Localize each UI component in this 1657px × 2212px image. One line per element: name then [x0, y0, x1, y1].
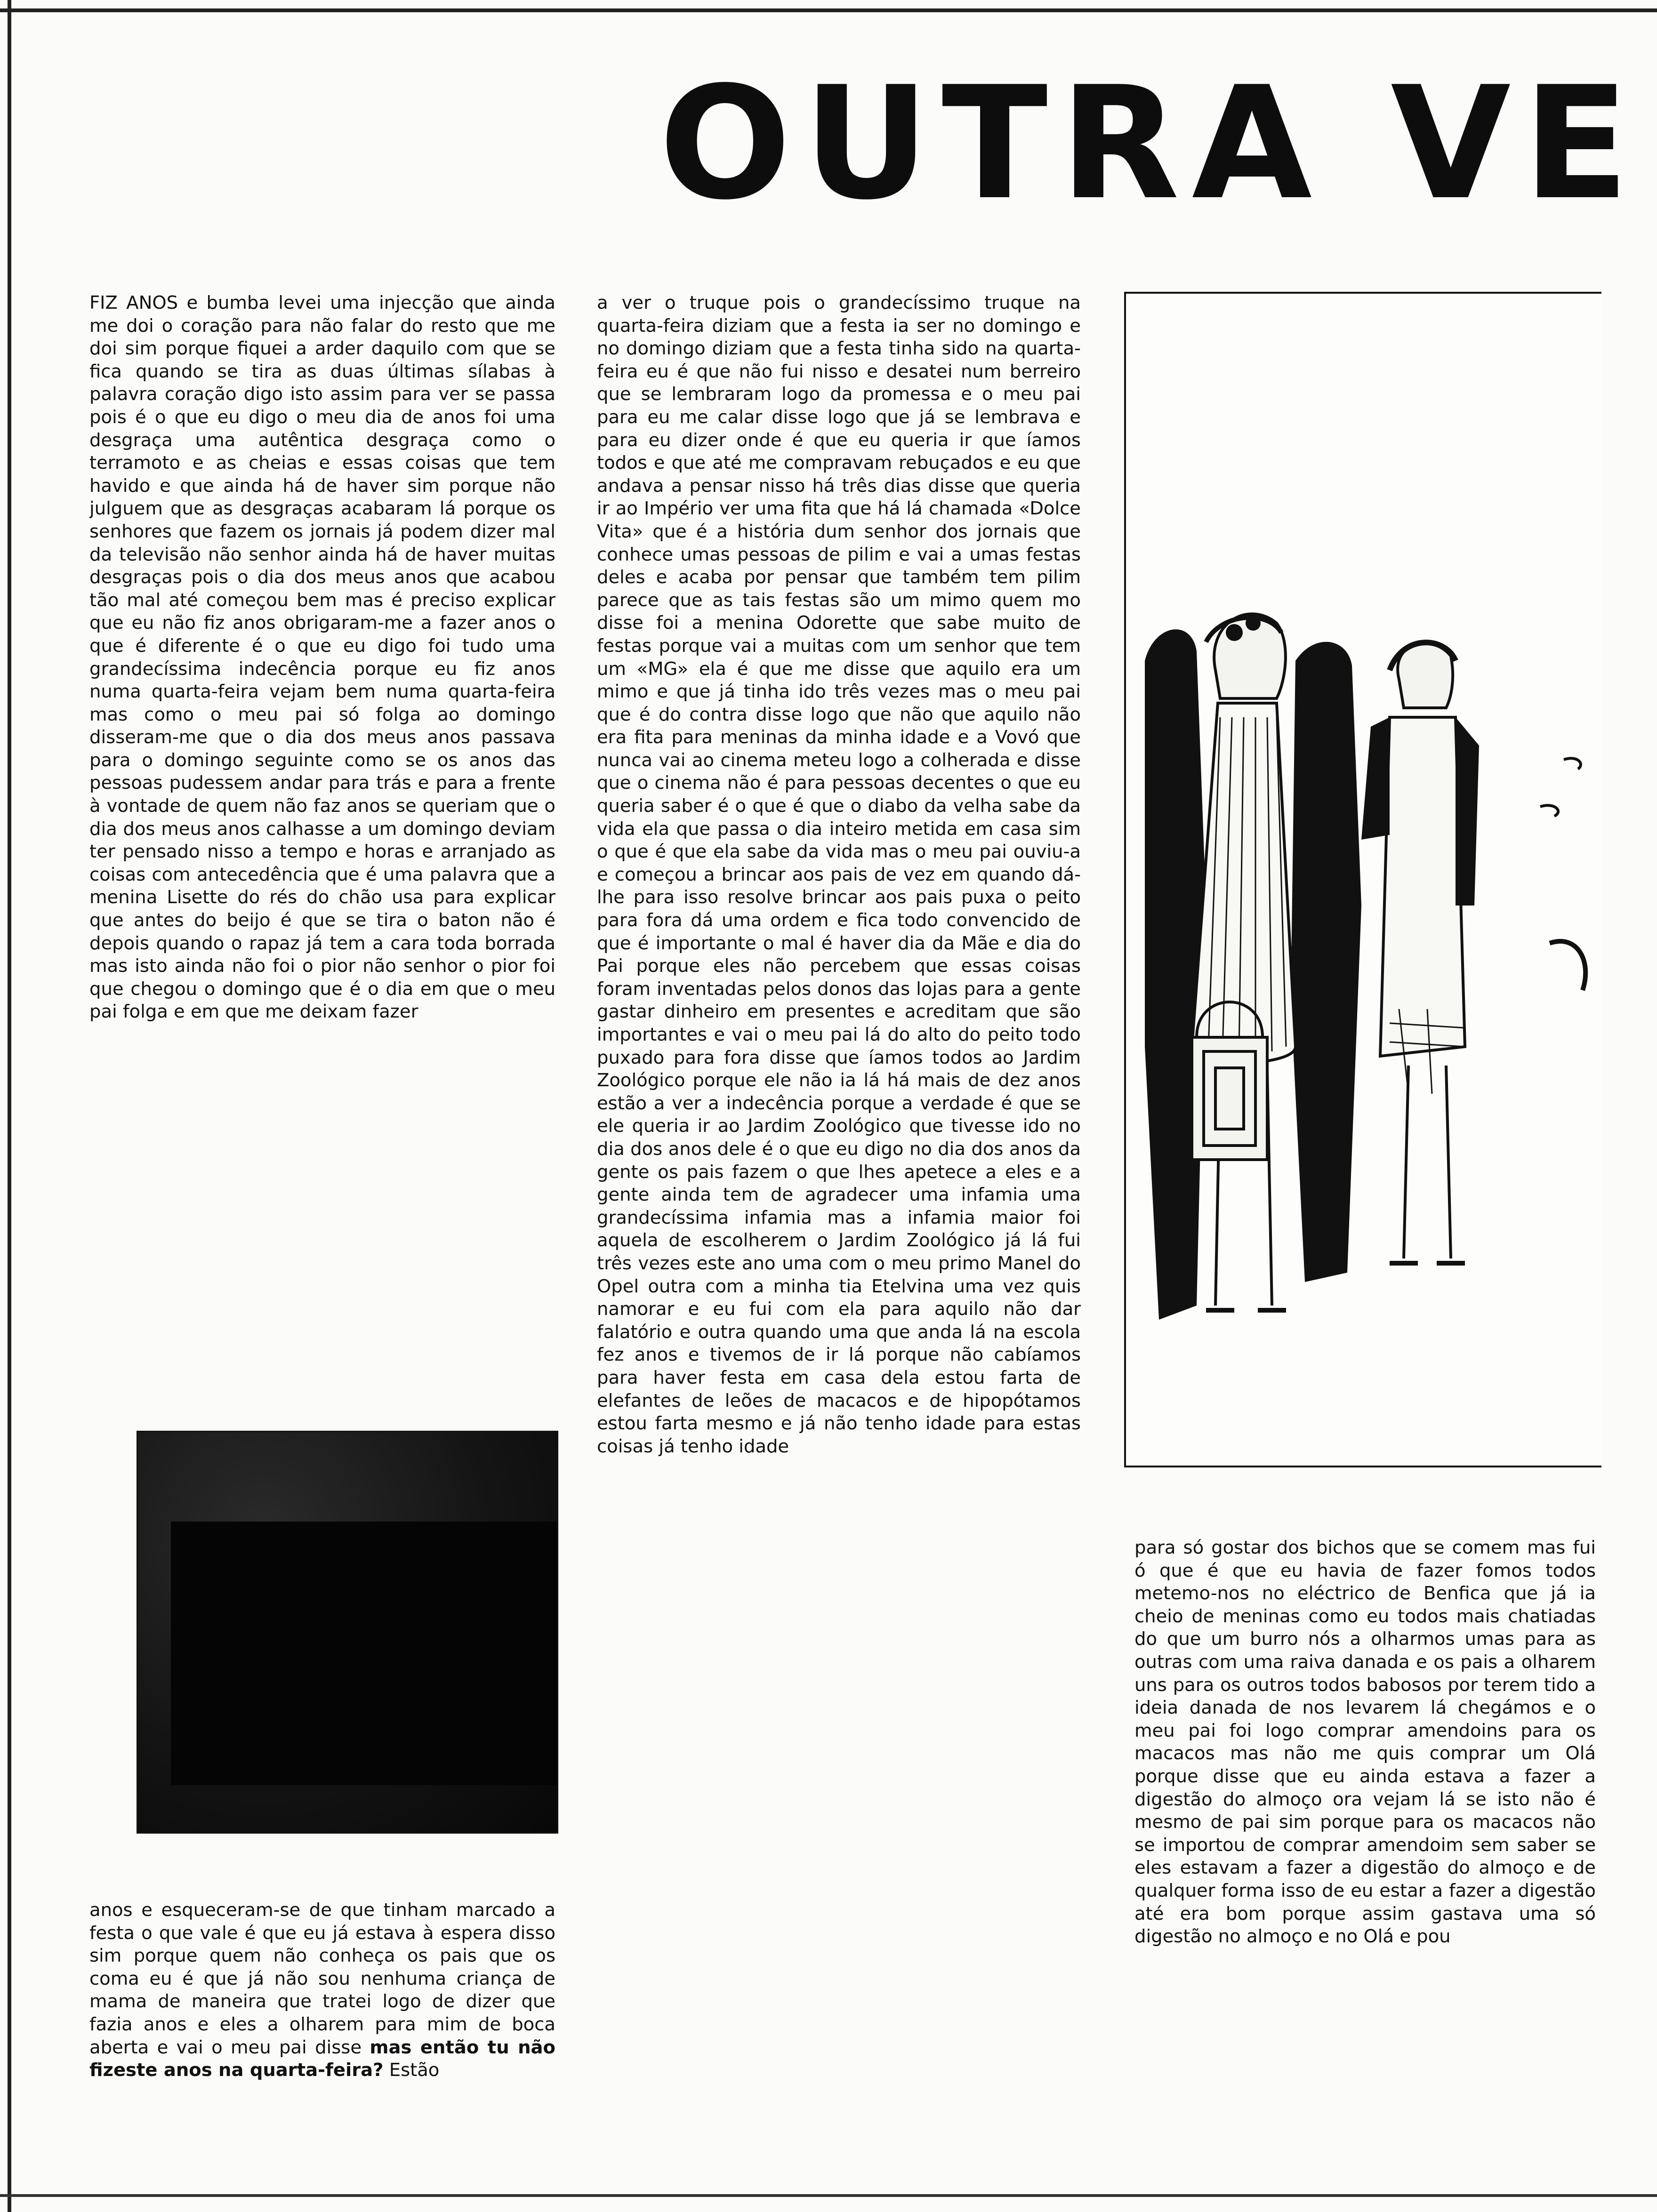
woman-figure-2 — [1361, 642, 1479, 1263]
col1-cont-text-b: Estão — [383, 2060, 440, 2081]
left-rule — [8, 0, 11, 2212]
article-column-1-cont — [89, 1899, 555, 2191]
article-column-2 — [597, 292, 1081, 2184]
dark-photo-icon — [137, 1431, 558, 1834]
shadow-figure-2 — [1291, 642, 1361, 1282]
illustration-drawing — [1126, 294, 1600, 1466]
partial-object-icon — [1550, 941, 1585, 990]
article-column-3 — [1134, 1537, 1596, 2186]
col1-cont-text-a: anos e esqueceram-se de que tinham marcado a festa o que vale é que eu já estava à espera disso sim porque quem não conheça os pais que os coma eu é que já não sou nenhuma criança de mama de maneira que tratei logo de dizer que fazia anos e eles a olharem para mim de boca aberta e vai o meu pai disse — [89, 1899, 555, 2058]
col1-cont-bold-quote: mas então tu não fizeste anos na quarta-feira? — [89, 2036, 555, 2081]
woman-figure-1 — [1192, 614, 1295, 1310]
women-illustration-icon — [1124, 292, 1601, 1467]
article-text-col1: FIZ ANOS e bumba levei uma injecção que ainda me doi o coração para não falar do resto que me doi sim porque fiquei a arder daquilo com que se fica quando se tira as duas últimas sílabas à palavra coração digo isto assim para ver se passa pois é o que eu digo o meu dia de anos foi uma desgraça uma autêntica desgraça como o terramoto e as cheias e essas coisas que tem havido e que ainda há de haver sim porque não julguem que as desgraças acabaram lá porque os senhores que fazem os jornais já podem dizer mal da televisão não senhor ainda há de haver muitas desgraças pois o dia dos meus anos que acabou tão mal até começou bem mas é preciso explicar que eu não fiz anos obrigaram-me a fazer anos o que é diferente é o que eu digo foi tudo uma grandecíssima indecência porque eu fiz anos numa quarta-feira vejam bem numa quarta-feira mas como o meu pai só folga ao domingo disseram-me que o dia dos meus anos passava para o domingo seguinte como se os anos das pessoas pudessem andar para trás e para a frente à vontade de quem não faz anos se queriam que o dia dos meus anos calhasse a um domingo deviam ter pensado nisso a tempo e horas e arranjado as coisas com antecedência que é uma palavra que a menina Lisette do rés do chão usa para explicar que antes do beijo é que se tira o baton não é depois quando o rapaz já tem a cara toda borrada mas isto ainda não foi o pior não senhor o pior foi que chegou o domingo que é o dia em que o meu pai folga e em que me deixam fazer — [89, 292, 555, 1023]
article-column-1 — [89, 292, 555, 1398]
article-text-col1-cont — [89, 1899, 555, 2082]
bottom-rule — [0, 2194, 1657, 2197]
top-rule — [0, 8, 1657, 12]
page-title: OUTRA VE — [659, 53, 1641, 234]
article-text-col3: para só gostar dos bichos que se comem mas fui ó que é que eu havia de fazer fomos todos metemo-nos no eléctrico de Benfica que já ia cheio de meninas como eu todos mais chatiadas do que um burro nós a olharmos umas para as outras com uma raiva danada e os pais a olharem uns para os outros todos babosos por terem tido a ideia danada de nos levarem lá chegámos e o meu pai foi logo comprar amendoins para os macacos mas não me quis comprar um Olá porque disse que eu ainda estava a fazer a digestão do almoço ora vejam lá se isto não é mesmo de pai sim porque para os macacos não se importou de comprar amendoim sem saber se eles estavam a fazer a digestão do almoço e de qualquer forma isso de eu estar a fazer a digestão até era bom porque assim gastava uma só digestão no almoço e no Olá e pou — [1134, 1537, 1596, 1948]
article-text-col2: a ver o truque pois o grandecíssimo truque na quarta-feira diziam que a festa ia ser no domingo e no domingo diziam que a festa tinha sido na quarta-feira eu é que não fui nisso e desatei num berreiro que se lembraram logo da promessa e o meu pai para eu me calar disse logo que já se lembrava e para eu dizer onde é que eu queria ir que íamos todos e que até me compravam rebuçados e eu que andava a pensar nisso há três dias disse que queria ir ao Império ver uma fita que há lá chamada «Dolce Vita» que é a história dum senhor dos jornais que conhece umas pessoas de pilim e vai a umas festas deles e acaba por pensar que também tem pilim parece que as tais festas são um mimo quem mo disse foi a menina Odorette que sabe muito de festas porque vai a muitas com um senhor que tem um «MG» ela é que me disse que aquilo era um mimo e que já tinha ido três vezes mas o meu pai que é do contra disse logo que não que aquilo não era fita para meninas da minha idade e a Vovó que nunca vai ao cinema meteu logo a colherada e disse que o cinema não é para pessoas decentes o que eu queria saber é o que é que o diabo da velha sabe da vida ela que passa o dia inteiro metida em casa sim o que é que ela sabe da vida mas o meu pai ouviu-a e começou a brincar aos pais de vez em quando dá-lhe para isso resolve brincar aos pais puxa o peito para fora dá uma ordem e fica todo convencido de que é importante o mal é haver dia da Mãe e dia do Pai porque eles não percebem que essas coisas foram inventadas pelos donos das lojas para a gente gastar dinheiro em presentes e acreditam que são importantes e vai o meu pai lá do alto do peito todo puxado para fora disse que íamos todos ao Jardim Zoológico porque ele não ia lá há mais de dez anos estão a ver a indecência porque a verdade é que se ele queria ir ao Jardim Zoológico que tivesse ido no dia dos anos dele é o que eu digo no dia dos anos da gente os pais fazem o que lhes apetece a eles e a gente ainda tem de agradecer uma infamia uma grandecíssima infamia mas a infamia maior foi aquela de escolherem o Jardim Zoológico já lá fui três vezes este ano uma com o meu primo Manel do Opel outra com a minha tia Etelvina uma vez quis namorar e eu fui com ela para aquilo não dar falatório e outra quando uma que anda lá na escola fez anos e tivemos de ir lá porque não cabíamos para haver festa em casa dela estou farta de elefantes de leões de macacos e de hipopótamos estou farta mesmo e já não tenho idade para estas coisas já tenho idade — [597, 292, 1081, 1457]
photo-dark-area — [171, 1522, 557, 1785]
